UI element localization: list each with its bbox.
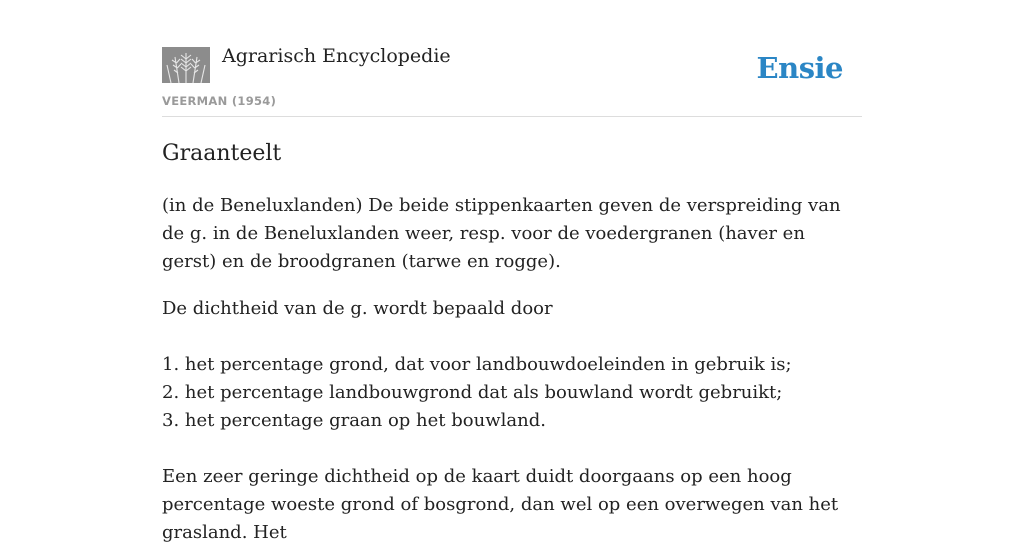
intro-paragraph: (in de Beneluxlanden) De beide stippenkaarten geven de verspreiding van de g. in de Beneluxlanden weer, resp. voor de voedergranen (haver en gerst) en de broodgranen (tarwe en rogge). <box>162 195 841 272</box>
article-title: Graanteelt <box>162 141 282 166</box>
article <box>162 138 862 547</box>
source-meta: VEERMAN (1954) <box>162 94 277 108</box>
header <box>162 40 862 117</box>
list-item: 2. het percentage landbouwgrond dat als bouwland wordt gebruikt; <box>162 382 783 403</box>
closing-paragraph: Een zeer geringe dichtheid op de kaart duidt doorgaans op een hoog percentage woeste grond of bosgrond, dan wel op een overwegen van het grasland. Het <box>162 466 839 543</box>
density-lead-paragraph: De dichtheid van de g. wordt bepaald door <box>162 298 553 319</box>
list-item: 3. het percentage graan op het bouwland. <box>162 410 546 431</box>
source-title-link[interactable]: Agrarisch Encyclopedie <box>222 45 451 67</box>
brand-logo-link[interactable]: Ensie <box>756 51 843 85</box>
list-item: 1. het percentage grond, dat voor landbouwdoeleinden in gebruik is; <box>162 354 792 375</box>
factor-list <box>162 351 862 435</box>
wheat-icon[interactable] <box>162 47 210 83</box>
